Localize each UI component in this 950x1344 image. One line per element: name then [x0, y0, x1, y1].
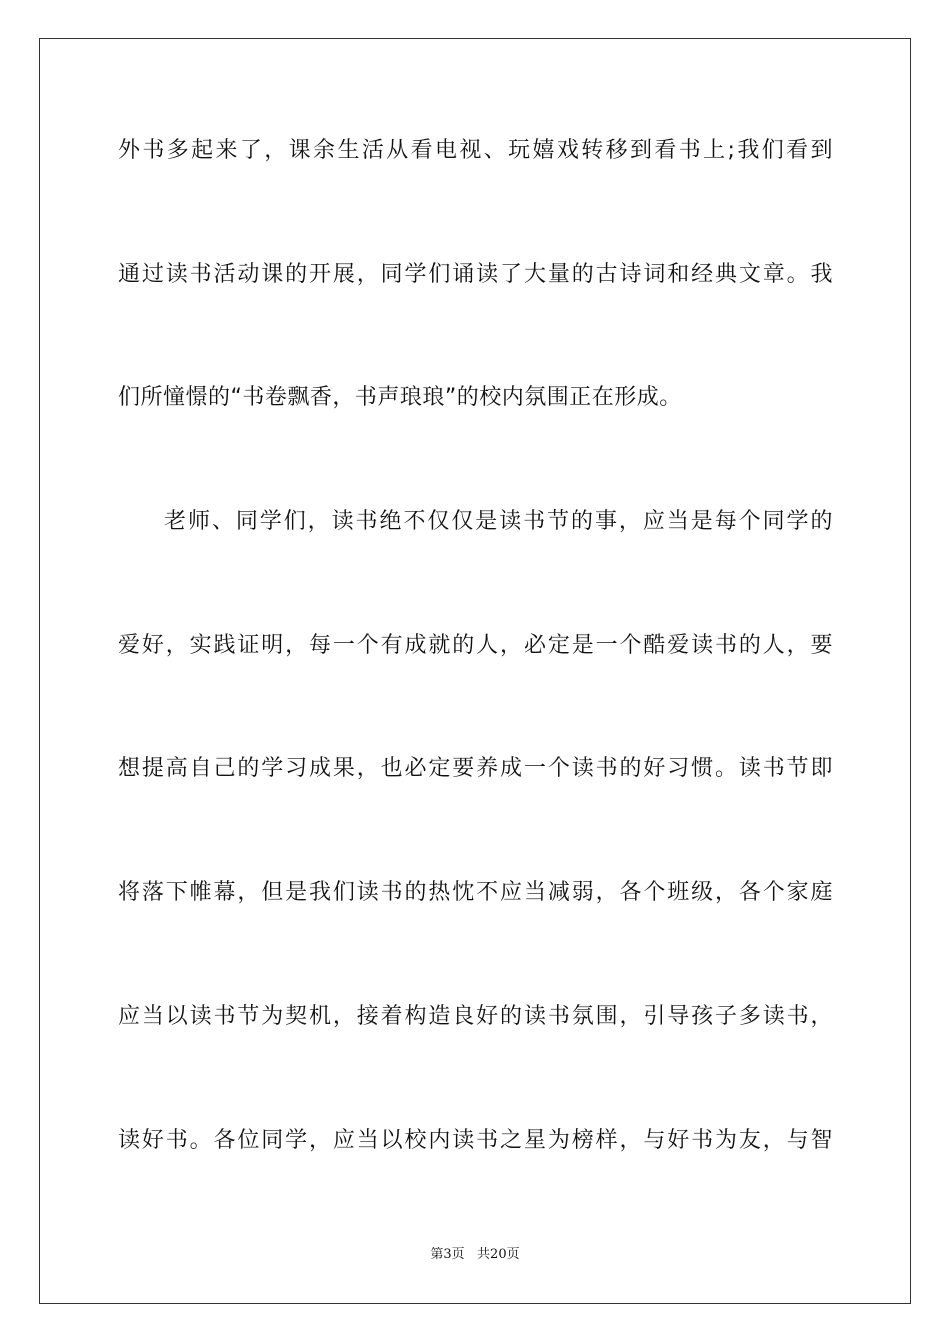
paragraph-line: 们所憧憬的“书卷飘香，书声琅琅”的校内氛围正在形成。 — [118, 385, 682, 410]
paragraph-line: 外书多起来了，课余生活从看电视、玩嬉戏转移到看书上;我们看到 — [118, 138, 833, 163]
paragraph-line: 爱好，实践证明，每一个有成就的人，必定是一个酷爱读书的人，要 — [118, 633, 833, 658]
paragraph-line: 应当以读书节为契机，接着构造良好的读书氛围，引导孩子多读书， — [118, 1004, 833, 1029]
paragraph-line: 通过读书活动课的开展，同学们诵读了大量的古诗词和经典文章。我 — [118, 262, 833, 287]
paragraph-line: 读好书。各位同学，应当以校内读书之星为榜样，与好书为友，与智 — [118, 1128, 833, 1153]
page-border — [39, 38, 911, 1304]
page-number-footer: 第3页 共20页 — [430, 1247, 520, 1262]
paragraph-line: 将落下帷幕，但是我们读书的热忱不应当减弱，各个班级，各个家庭 — [118, 880, 833, 905]
paragraph-line: 想提高自己的学习成果，也必定要养成一个读书的好习惯。读书节即 — [118, 756, 833, 781]
paragraph-line: 老师、同学们，读书绝不仅仅是读书节的事，应当是每个同学的 — [164, 509, 833, 534]
